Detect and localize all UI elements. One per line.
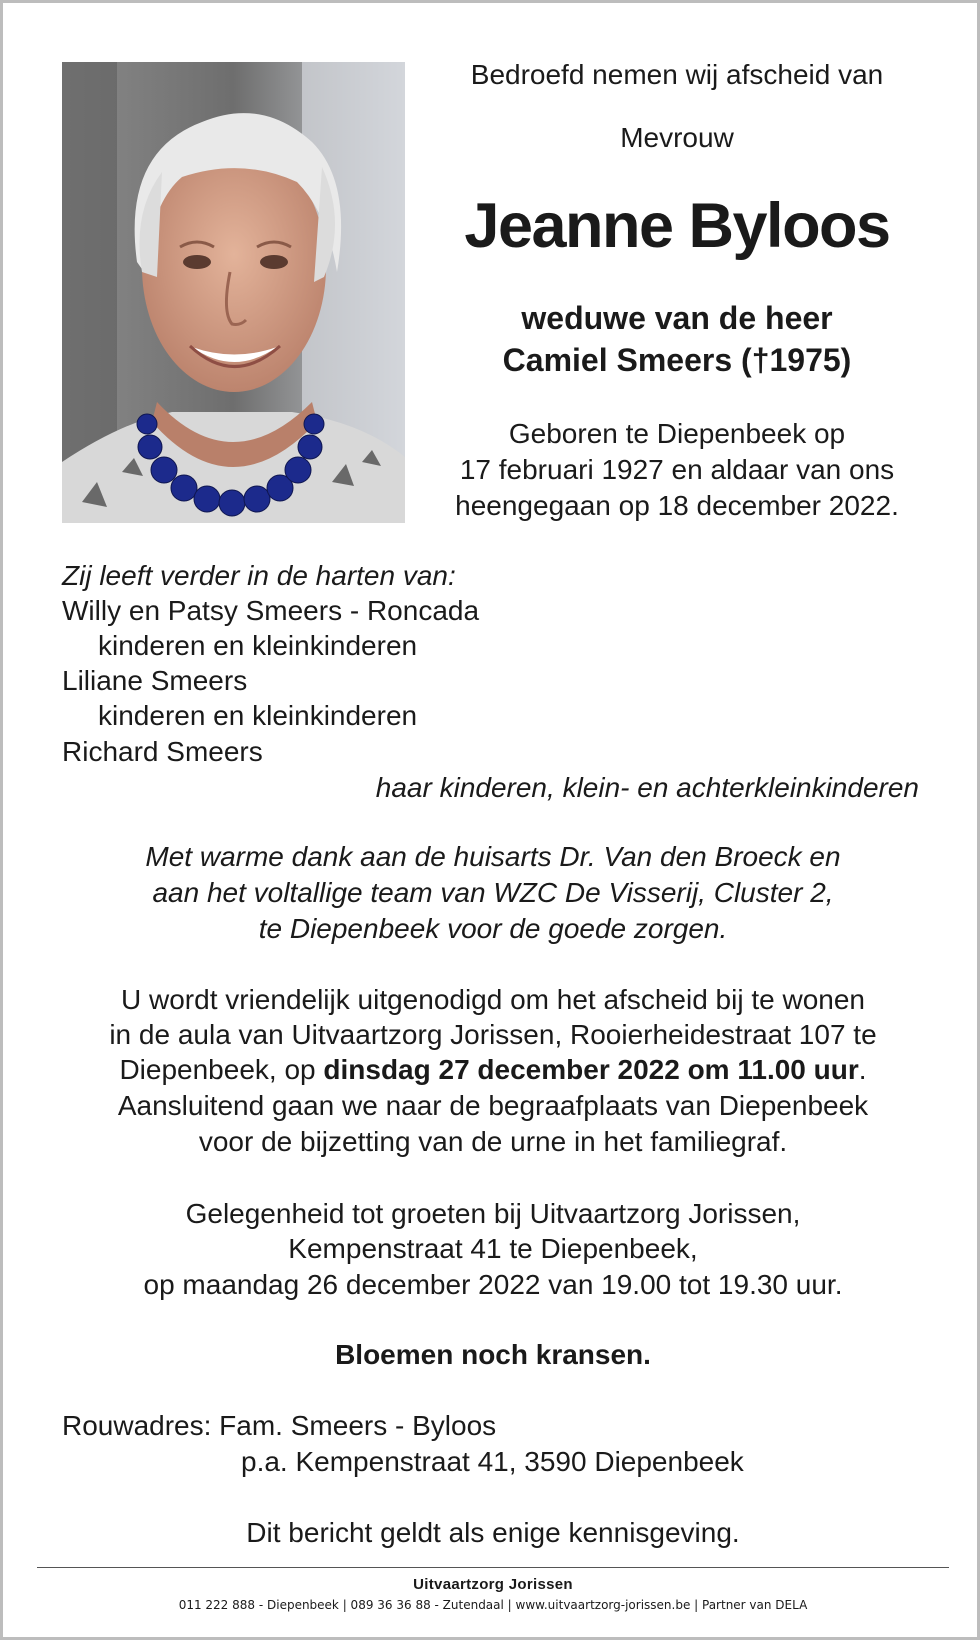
invitation-line: Aansluitend gaan we naar de begraafplaats van Diepenbeek — [117, 1090, 869, 1121]
salutation: Mevrouw — [620, 122, 734, 153]
family-line: Liliane Smeers — [62, 665, 248, 696]
thanks-line: aan het voltallige team van WZC De Visserij, Cluster 2, — [152, 877, 834, 908]
mourning-address-line-1: Rouwadres: Fam. Smeers - Byloos — [62, 1410, 497, 1441]
invitation-prefix: Diepenbeek, op — [119, 1054, 324, 1085]
thanks-line: te Diepenbeek voor de goede zorgen. — [258, 913, 728, 944]
deceased-name: Jeanne Byloos — [464, 191, 890, 261]
born-line-3: heengegaan op 18 december 2022. — [455, 490, 899, 521]
footer-divider — [37, 1567, 949, 1568]
portrait-illustration — [62, 62, 405, 523]
flowers-note: Bloemen noch kransen. — [335, 1339, 651, 1370]
portrait-photo — [62, 62, 405, 523]
ceremony-datetime: dinsdag 27 december 2022 om 11.00 uur — [323, 1054, 859, 1085]
intro-text: Bedroefd nemen wij afscheid van — [470, 59, 884, 90]
invitation-line: in de aula van Uitvaartzorg Jorissen, Rooierheidestraat 107 te — [109, 1019, 877, 1050]
widow-line-1: weduwe van de heer — [521, 300, 833, 336]
family-line: kinderen en kleinkinderen — [98, 700, 418, 731]
invitation-line: U wordt vriendelijk uitgenodigd om het afscheid bij te wonen — [121, 984, 865, 1015]
footer-contact: 011 222 888 - Diepenbeek | 089 36 36 88 - Zutendaal | www.uitvaartzorg-jorissen.be | Partner van DELA — [178, 1598, 808, 1612]
family-heading: Zij leeft verder in de harten van: — [62, 560, 456, 591]
family-line: Richard Smeers — [62, 736, 263, 767]
notice-text: Dit bericht geldt als enige kennisgeving. — [246, 1517, 740, 1548]
invitation-line-date — [3, 1052, 980, 1088]
footer-organization: Uitvaartzorg Jorissen — [413, 1576, 573, 1593]
family-tagline: haar kinderen, klein- en achterkleinkinderen — [375, 772, 919, 803]
invitation-suffix: . — [858, 1054, 867, 1085]
born-line-2: 17 februari 1927 en aldaar van ons — [459, 454, 895, 485]
greeting-line: Kempenstraat 41 te Diepenbeek, — [288, 1233, 698, 1264]
thanks-line: Met warme dank aan de huisarts Dr. Van den Broeck en — [145, 841, 841, 872]
family-line: Willy en Patsy Smeers - Roncada — [62, 595, 480, 626]
family-line: kinderen en kleinkinderen — [98, 630, 418, 661]
born-line-1: Geboren te Diepenbeek op — [508, 418, 846, 449]
invitation-line: voor de bijzetting van de urne in het familiegraf. — [198, 1126, 788, 1157]
mourning-address-line-2: p.a. Kempenstraat 41, 3590 Diepenbeek — [241, 1446, 744, 1477]
greeting-line: Gelegenheid tot groeten bij Uitvaartzorg Jorissen, — [185, 1198, 801, 1229]
greeting-line: op maandag 26 december 2022 van 19.00 tot 19.30 uur. — [143, 1269, 843, 1300]
widow-line-2: Camiel Smeers (†1975) — [502, 342, 852, 378]
